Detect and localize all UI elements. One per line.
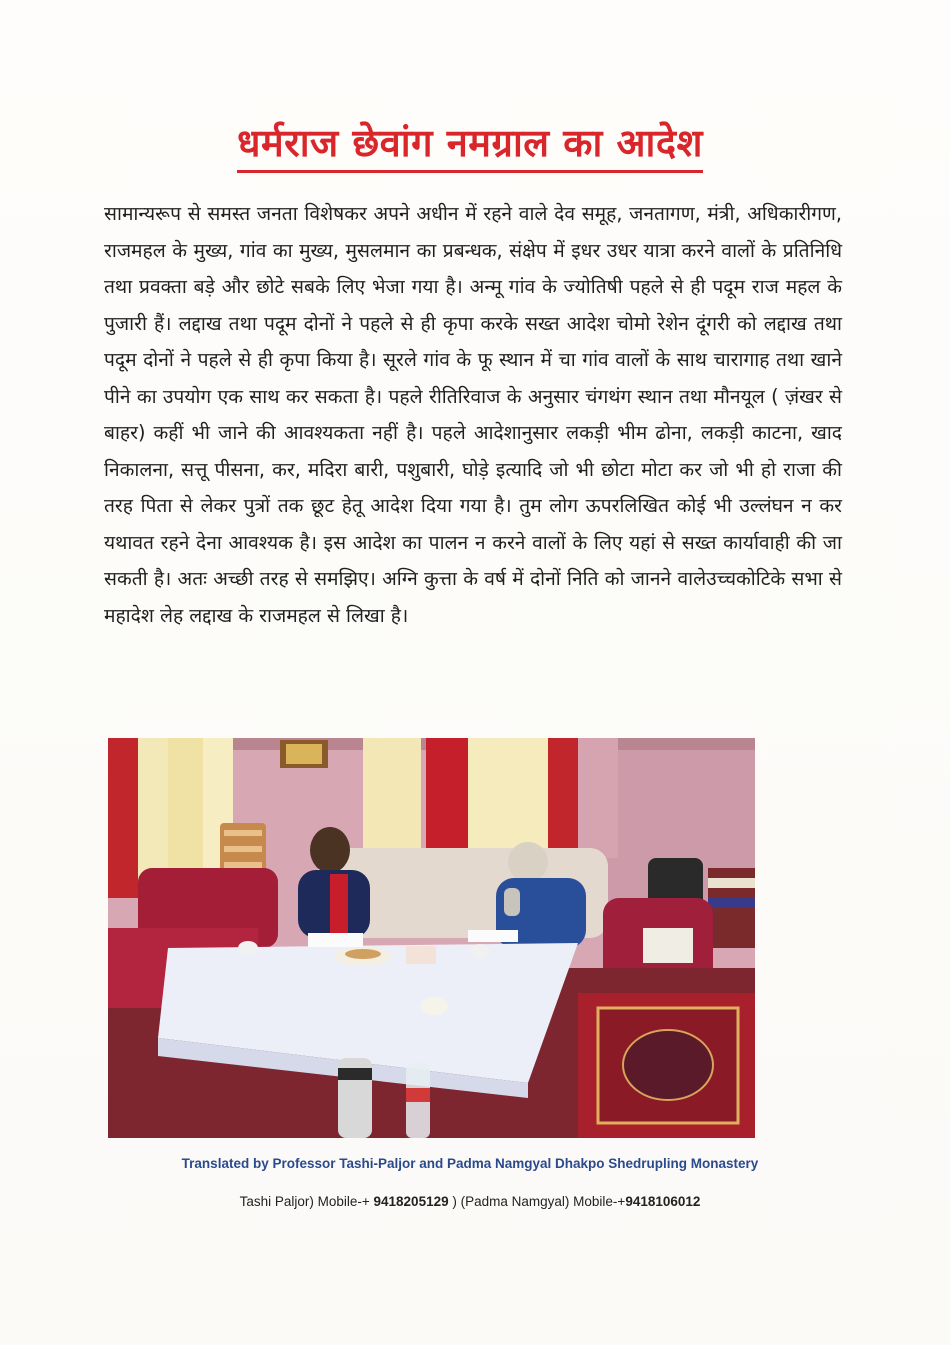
document-body: सामान्यरूप से समस्त जनता विशेषकर अपने अधीन में रहने वाले देव समूह, जनतागण, मंत्री, अधिकारीगण, राजमहल के मुख्य, गांव का मुख्य, मुसलमान का प्रबन्धक, संक्षेप में इधर उधर यात्रा करने वालों के प्रतिनिधि तथा प्रवक्ता बड़े और छोटे सबके लिए भेजा गया है। अन्मू गांव के ज्योतिषी पहले से ही पदूम राज महल के पुजारी हैं। लद्दाख तथा पदूम दोनों ने पहले से ही कृपा करके सख्त आदेश चोमो रेशेन दूंगरी को लद्दाख तथा पदूम दोनों ने पहले से ही कृपा किया है। सूरले गांव के फू स्थान में चा गांव वालों के साथ चारागाह तथा खाने पीने का उपयोग एक साथ कर सकता है। पहले रीतिरिवाज के अनुसार चंगथंग स्थान तथा मौनयूल ( ज़ंखर से बाहर) कहीं भी जाने की आवश्यकता नहीं है। पहले आदेशानुसार लकड़ी भीम ढोना, लकड़ी काटना, खाद निकालना, सत्तू पीसना, कर, मदिरा बारी, पशुबारी, घोड़े इत्यादि जो भी छोटा मोटा कर जो भी हो राजा की तरह पिता से लेकर पुत्रों तक छूट हेतू आदेश दिया गया है। तुम लोग ऊपरलिखित कोई भी उल्लंघन न कर यथावत रहने देना आवश्यक है। इस आदेश का पालन न करने वालों के लिए यहां से सख्त कार्यावाही की जा सकती है। अतः अच्छी तरह से समझिए। अग्नि कुत्ता के वर्ष में दोनों निति को जानने वालेउच्चकोटिके सभा से महादेश लेह लद्दाख के राजमहल से लिखा है।	[104, 202, 842, 627]
contact-name-2: Padma Namgyal	[465, 1194, 565, 1209]
contact-separator: ) (	[448, 1194, 466, 1209]
photograph	[108, 738, 755, 1138]
translator-credit: Translated by Professor Tashi-Paljor and Padma Namgyal Dhakpo Shedrupling Monastery	[181, 1156, 759, 1171]
contact-line	[100, 1194, 840, 1209]
contact-phone-2-prefix: ) Mobile-+	[564, 1194, 626, 1209]
contact-phone-1: 9418205129	[373, 1194, 449, 1209]
contact-name-1: Tashi Paljor) Mobile-+	[239, 1194, 374, 1209]
title-wrap	[205, 120, 735, 173]
document-title: धर्मराज छेवांग नमग्राल का आदेश	[237, 120, 703, 173]
contact-phone-2: 9418106012	[625, 1194, 701, 1209]
photo-illustration	[108, 738, 755, 1138]
